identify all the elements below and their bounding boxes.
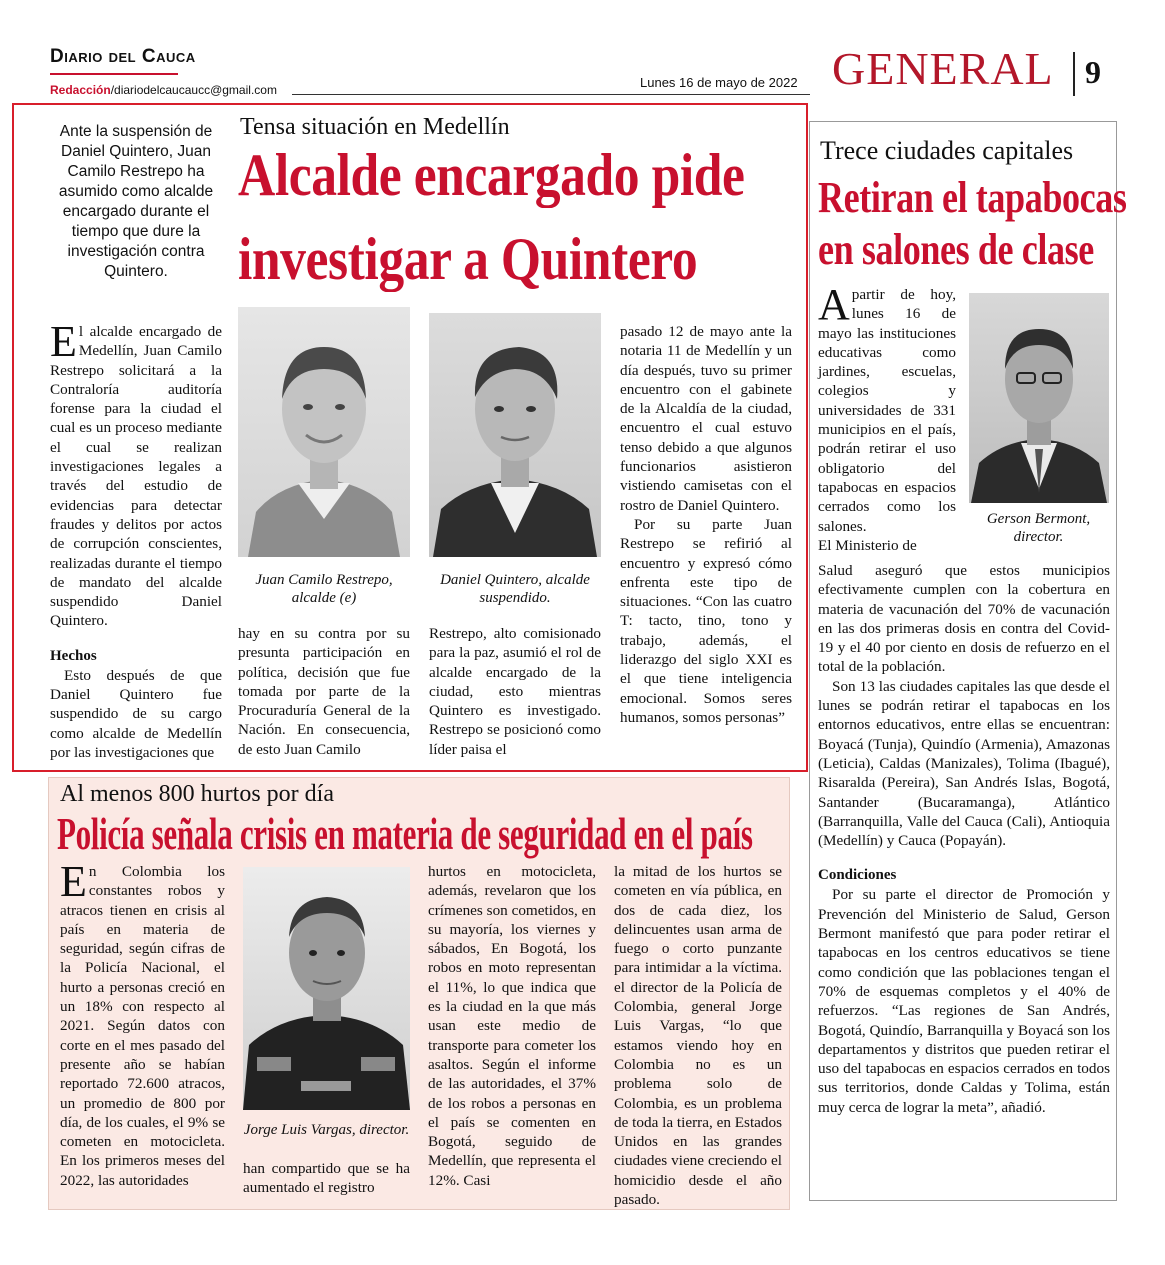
- article3-kicker: Al menos 800 hurtos por día: [60, 781, 334, 807]
- portrait-photo-restrepo: [238, 307, 410, 557]
- article2-lead-paragraph: Apartir de hoy, lunes 16 de mayo las instituciones educativas como jardines, escuelas, colegios y universidades de 331 municipios en el país, podrán retirar el uso obligatorio del tapabocas en espacios cerrados como los salones.: [818, 280, 956, 535]
- article3-column4: [614, 862, 782, 1209]
- article1-headline-line1: Alcalde encargado pide: [238, 142, 745, 208]
- photo2-caption: Daniel Quintero, alcalde suspendido.: [440, 572, 590, 606]
- article2-body-column: [818, 561, 1110, 1117]
- restrepo-portrait-icon: [238, 307, 410, 557]
- portrait-photo-vargas: [243, 867, 410, 1110]
- byline: [50, 83, 277, 97]
- article2-kicker: Trece ciudades capitales: [820, 136, 1074, 165]
- masthead-rule: [50, 73, 178, 75]
- page-number: 9: [1085, 54, 1101, 90]
- article3-column1: [60, 857, 225, 1190]
- article1-column3: [429, 624, 601, 759]
- article2-headline-line1: Retiran el tapabocas: [818, 173, 1127, 222]
- article3-headline: Policía señala crisis en materia de seguridad en el país: [57, 809, 753, 859]
- article1-column1: [50, 317, 222, 762]
- portrait-photo-bermont: [969, 293, 1109, 503]
- photo1-caption: Juan Camilo Restrepo, alcalde (e): [255, 572, 393, 606]
- byline-label: Redacción: [50, 83, 111, 97]
- article2-paragraph: El Ministerio de: [818, 536, 917, 554]
- date-rule: [292, 94, 810, 95]
- article2-subhead: Condiciones: [818, 867, 897, 884]
- article1-paragraph: Esto después de que Daniel Quintero fue suspendido de su cargo como alcalde de Medellín por las investigaciones que: [50, 666, 222, 761]
- issue-date: Lunes 16 de mayo de 2022: [640, 75, 798, 90]
- article2-paragraph: Salud aseguró que estos municipios efectivamente cumplen con la cobertura en materia de vacunación del 70% de vacunación en las dos primeras dosis en contra del Covid-19 y el 40 por ciento en dosis de refuerzo en el total de la población.: [818, 562, 1110, 676]
- article1-summary: Ante la suspensión de Daniel Quintero, Juan Camilo Restrepo ha asumido como alcalde encargado durante el tiempo que dure la investigación contra Quintero.: [58, 123, 214, 280]
- article1-paragraph: Restrepo, alto comisionado para la paz, asumió el rol de alcalde encargado de la ciudad, esto mientras Quintero es investigado. Restrepo se posicionó como líder paisa el: [429, 625, 601, 758]
- article3-column3: [428, 862, 596, 1190]
- bermont-portrait-icon: [969, 293, 1109, 503]
- byline-email: /diariodelcaucaucc@gmail.com: [110, 83, 277, 97]
- article3-paragraph: la mitad de los hurtos se cometen en vía pública, en dos de cada diez, los delincuentes usan arma de fuego o corto punzante para intimidar a la víctima. el director de la Policía de Colombia, general Jorge Luis Vargas, “lo que estamos viendo hoy en Colombia no es un problema solo de Colombia, es un problema de toda la tierra, en Estados Unidos en las grandes ciudades viene creciendo el homicidio desde el año pasado.: [614, 863, 782, 1209]
- article2-paragraph: Son 13 las ciudades capitales las que desde el lunes se podrán retirar el tapabocas en los entornos educativos, entre ellas se encuentran: Boyacá (Tunja), Quindío (Armenia), Amazonas (Leticia), Caldas (Manizales), Tolima (Ibagué), Risaralda (Pereira), San Andrés Islas, Bogotá, Santander (Bucaramanga), Atlántico (Barranquilla, Valle del Cauca (Cali), Antioquia (Medellín) y Cauca (Popayán).: [818, 677, 1110, 850]
- article1-column4: [620, 322, 792, 727]
- article2-lead-column: [818, 280, 956, 555]
- article3-column2: [243, 1159, 410, 1198]
- section-divider: [1073, 52, 1075, 96]
- article1-headline-line2: investigar a Quintero: [238, 226, 698, 292]
- article1-kicker: Tensa situación en Medellín: [240, 114, 510, 140]
- portrait-photo-quintero: [429, 313, 601, 557]
- article3-paragraph: han compartido que se ha aumentado el registro: [243, 1160, 410, 1197]
- article2-photo-caption: Gerson Bermont, director.: [986, 511, 1091, 545]
- article1-paragraph: hay en su contra por su presunta participación en política, decisión que fue tomada por parte de la Procuraduría General de la Nación. En consecuencia, de esto Juan Camilo: [238, 625, 410, 758]
- masthead: Diario del Cauca: [50, 46, 196, 67]
- article2-paragraph: Por su parte el director de Promoción y Prevención del Ministerio de Salud, Gerson Bermont manifestó que para poder retirar el tapabocas en los centros educativos se tiene como condición que las poblaciones tengan el 70% de esquemas completos y el 40% de refuerzos. “Las regiones de San Andrés, Bogotá, Quindío, Barranquilla y Boyacá son los departamentos y distritos que pueden retirar el uso del tapabocas en espacios cerrados en todos sus territorios, donde Caldas y Tolima, están muy cerca de lograr la meta”, añadió.: [818, 886, 1110, 1116]
- section-title: GENERAL: [832, 43, 1054, 94]
- article1-column2: [238, 624, 410, 759]
- article1-paragraph: Por su parte Juan Restrepo se refirió al encuentro y expresó cómo enfrenta este tipo de situaciones. “Con las cuatro T: tacto, tino, tono y trabajo, además, el liderazgo del siglo XXI es el que tiene inteligencia emocional. Somos seres humanos, somos personas”: [620, 515, 792, 726]
- article3-photo-caption: Jorge Luis Vargas, director.: [243, 1122, 410, 1138]
- article3-lead-paragraph: En Colombia los constantes robos y atracos tienen en crisis al país en materia de seguridad, según cifras de la Policía Nacional, el hurto a personas creció en un 18% con respecto al 2021. Según datos con corte en el mes pasado del presente año se habían reportado 72.600 atracos, un promedio de 800 por día, de los cuales, el 9% se cometen en motocicleta. En los primeros meses del 2022, las autoridades: [60, 857, 225, 1189]
- article2-headline-line2: en salones de clase: [818, 225, 1094, 274]
- article1-paragraph: pasado 12 de mayo ante la notaria 11 de Medellín y un día después, tuvo su primer encuentro con el gabinete de la Alcaldía de la ciudad, encuentro el cual estuvo tenso debido a que algunos funcionarios asistieron vistiendo camisetas con el rostro de Daniel Quintero.: [620, 323, 792, 514]
- article3-paragraph: hurtos en motocicleta, además, revelaron que los crímenes son cometidos, en su mayoría, los viernes y sábados, En Bogotá, los robos en moto representan el 11%, lo que indica que es la ciudad en la que más usan este medio de transporte para cometer los asaltos. Según el informe de las autoridades, el 37% de los robos a personas en el país se comenten en Bogotá, seguido de Medellín, que representa el 12%. Casi: [428, 863, 596, 1189]
- vargas-portrait-icon: [243, 867, 410, 1110]
- article1-lead-paragraph: El alcalde encargado de Medellín, Juan Camilo Restrepo solicitará a la Contraloría auditoría forense para la ciudad el cual es un proceso mediante el cual se realizan investigaciones legales a través del estudio de evidencias para detectar fraudes y delitos por actos de corrupción conscientes, realizadas durante el tiempo de mandato del alcalde suspendido Daniel Quintero.: [50, 317, 222, 630]
- article1-subhead: Hechos: [50, 647, 97, 664]
- quintero-portrait-icon: [429, 313, 601, 557]
